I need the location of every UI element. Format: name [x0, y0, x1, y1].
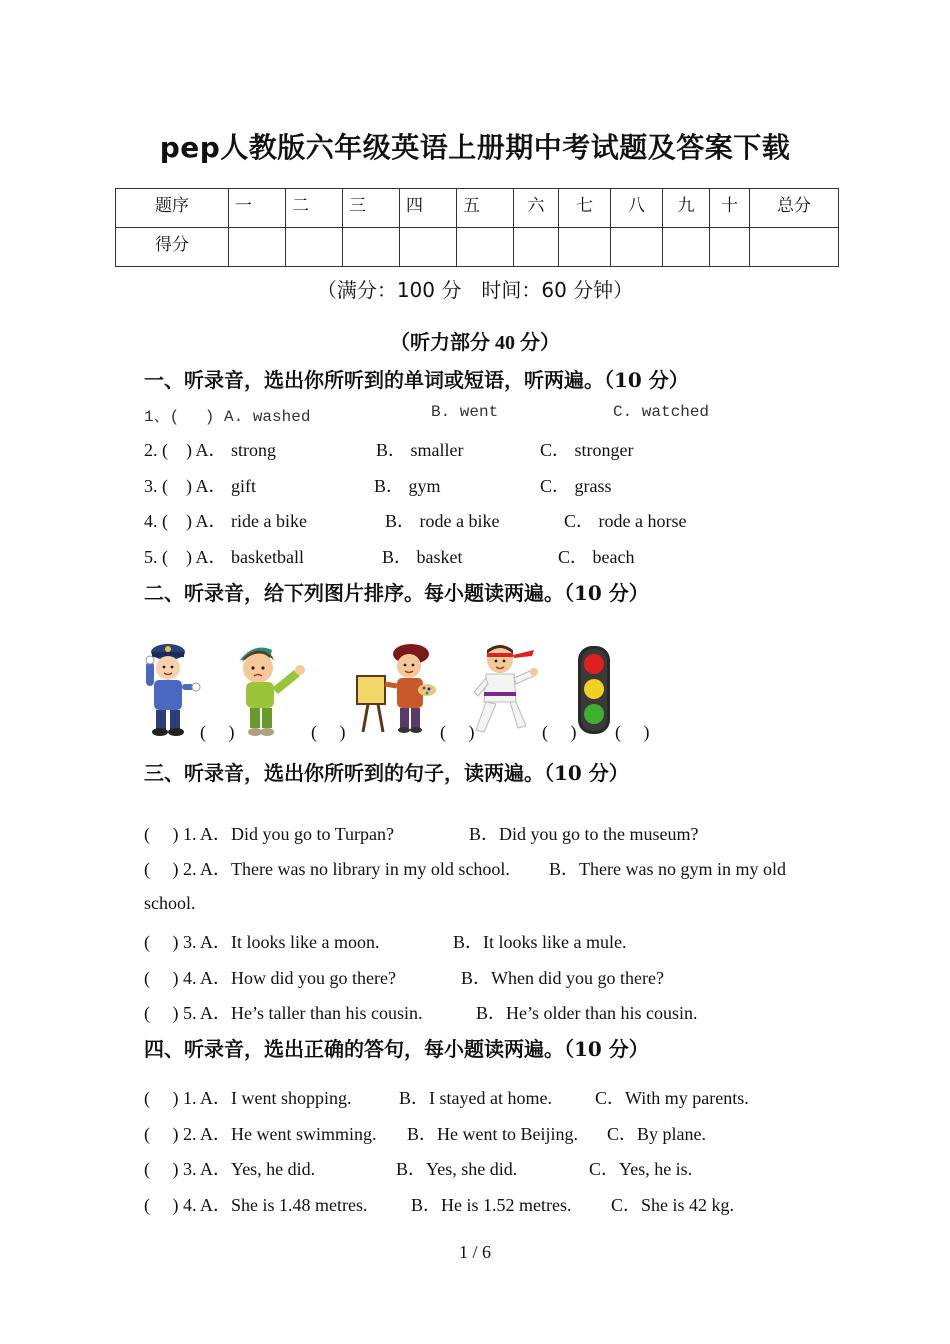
- score-cell: 四: [400, 189, 457, 228]
- score-cell: 九: [663, 189, 710, 228]
- s1-q2-option-a: 2. ( ) A． strong: [144, 440, 276, 460]
- s4-q2-option-b: B．He went to Beijing.: [407, 1124, 578, 1144]
- s3-question-3: [144, 928, 844, 952]
- s1-q1-option-c: C. watched: [613, 403, 710, 421]
- score-blank: [457, 228, 514, 267]
- boy-picture: [232, 640, 308, 740]
- score-cell: 六: [514, 189, 559, 228]
- page-title: pep人教版六年级英语上册期中考试题及答案下载: [159, 131, 791, 164]
- s3-q2-continued: school.: [144, 893, 196, 913]
- s3-question-4: [144, 964, 844, 988]
- s1-q5-option-c: C． beach: [558, 547, 635, 567]
- traffic-light-picture: [576, 640, 612, 738]
- s1-question-1: [144, 403, 844, 425]
- s4-q2-option-a: ( ) 2. A．He went swimming.: [144, 1124, 377, 1144]
- s1-question-3: [144, 472, 844, 496]
- s1-q3-option-a: 3. ( ) A． gift: [144, 476, 256, 496]
- s2-blank-5[interactable]: ( ): [615, 722, 650, 742]
- s1-q3-option-c: C． grass: [540, 476, 612, 496]
- score-blank: [400, 228, 457, 267]
- s4-q4-option-b: B．He is 1.52 metres.: [411, 1195, 572, 1215]
- score-blank: [343, 228, 400, 267]
- s3-q4-option-b: B．When did you go there?: [461, 968, 664, 988]
- section-4-heading: 四、听录音，选出正确的答句，每小题读两遍。（10 分）: [144, 1037, 649, 1061]
- s3-q3-option-a: ( ) 3. A．It looks like a moon.: [144, 932, 380, 952]
- s3-q3-option-b: B．It looks like a mule.: [453, 932, 627, 952]
- score-cell: 八: [611, 189, 663, 228]
- score-table-score-row: [116, 228, 839, 267]
- section-1-heading: 一、听录音，选出你所听到的单词或短语，听两遍。（10 分）: [144, 368, 689, 392]
- s4-question-3: [144, 1155, 844, 1179]
- s1-question-4: [144, 507, 844, 531]
- score-cell: 一: [229, 189, 286, 228]
- score-table-header-row: [116, 189, 839, 228]
- s2-blank-2[interactable]: ( ): [311, 722, 346, 742]
- s3-q2-option-a: ( ) 2. A．There was no library in my old school.: [144, 859, 510, 879]
- s4-q4-option-c: C．She is 42 kg.: [611, 1195, 735, 1215]
- s3-question-5: [144, 999, 844, 1023]
- section-2-heading: 二、听录音，给下列图片排序。每小题读两遍。（10 分）: [144, 581, 649, 605]
- s1-q4-option-c: C． rode a horse: [564, 511, 687, 531]
- s4-q4-option-a: ( ) 4. A．She is 1.48 metres.: [144, 1195, 368, 1215]
- s4-q1-option-a: ( ) 1. A．I went shopping.: [144, 1088, 352, 1108]
- s1-question-5: [144, 543, 844, 567]
- score-row-label: 得分: [116, 228, 229, 267]
- s3-question-1: [144, 820, 844, 844]
- s3-q4-option-a: ( ) 4. A．How did you go there?: [144, 968, 396, 988]
- section-3-heading: 三、听录音，选出你所听到的句子，读两遍。（10 分）: [144, 761, 629, 785]
- score-blank: [514, 228, 559, 267]
- s2-blank-3[interactable]: ( ): [440, 722, 475, 742]
- score-cell: 二: [286, 189, 343, 228]
- s1-q2-option-b: B． smaller: [376, 440, 464, 460]
- karate-picture: [470, 640, 542, 736]
- painter-picture: [355, 640, 437, 736]
- s3-q1-option-b: B．Did you go to the museum?: [469, 824, 699, 844]
- score-blank: [229, 228, 286, 267]
- s4-q2-option-c: C．By plane.: [607, 1124, 706, 1144]
- s1-q1-option-b: B. went: [431, 403, 499, 421]
- score-cell: 三: [343, 189, 400, 228]
- s3-q1-option-a: ( ) 1. A．Did you go to Turpan?: [144, 824, 395, 844]
- score-cell: 总分: [750, 189, 839, 228]
- s4-q3-option-c: C．Yes, he is.: [589, 1159, 693, 1179]
- s4-question-4: [144, 1191, 844, 1215]
- s4-q1-option-c: C．With my parents.: [595, 1088, 749, 1108]
- score-blank: [611, 228, 663, 267]
- s2-blank-1[interactable]: ( ): [200, 722, 235, 742]
- score-cell: 题序: [116, 189, 229, 228]
- s1-q5-option-a: 5. ( ) A． basketball: [144, 547, 304, 567]
- s2-blank-4[interactable]: ( ): [542, 722, 577, 742]
- s1-q5-option-b: B． basket: [382, 547, 463, 567]
- s1-q1-option-a: 1、( ) A. washed: [144, 408, 311, 426]
- page-number: 1 / 6: [458, 1242, 491, 1262]
- s4-question-1: [144, 1084, 844, 1108]
- s3-q5-option-a: ( ) 5. A．He’s taller than his cousin.: [144, 1003, 423, 1023]
- score-blank: [286, 228, 343, 267]
- score-cell: 七: [559, 189, 611, 228]
- s1-q4-option-a: 4. ( ) A． ride a bike: [144, 511, 307, 531]
- s3-q5-option-b: B．He’s older than his cousin.: [476, 1003, 698, 1023]
- score-blank: [750, 228, 839, 267]
- s4-q3-option-a: ( ) 3. A．Yes, he did.: [144, 1159, 316, 1179]
- score-table: [115, 188, 839, 267]
- score-blank: [559, 228, 611, 267]
- s1-question-2: [144, 436, 844, 460]
- exam-info: （满分：100 分 时间：60 分钟）: [316, 278, 634, 302]
- s3-q2-option-b: B．There was no gym in my old: [549, 859, 786, 879]
- s1-q3-option-b: B． gym: [374, 476, 441, 496]
- score-blank: [663, 228, 710, 267]
- s1-q2-option-c: C． stronger: [540, 440, 634, 460]
- s4-q1-option-b: B．I stayed at home.: [399, 1088, 552, 1108]
- s1-q4-option-b: B． rode a bike: [385, 511, 500, 531]
- police-officer-picture: [140, 640, 202, 738]
- s4-question-2: [144, 1120, 844, 1144]
- s3-question-2: [144, 855, 844, 879]
- score-cell: 十: [710, 189, 750, 228]
- score-cell: 五: [457, 189, 514, 228]
- listening-part-title: （听力部分 40 分）: [390, 332, 560, 354]
- score-blank: [710, 228, 750, 267]
- s4-q3-option-b: B．Yes, she did.: [396, 1159, 518, 1179]
